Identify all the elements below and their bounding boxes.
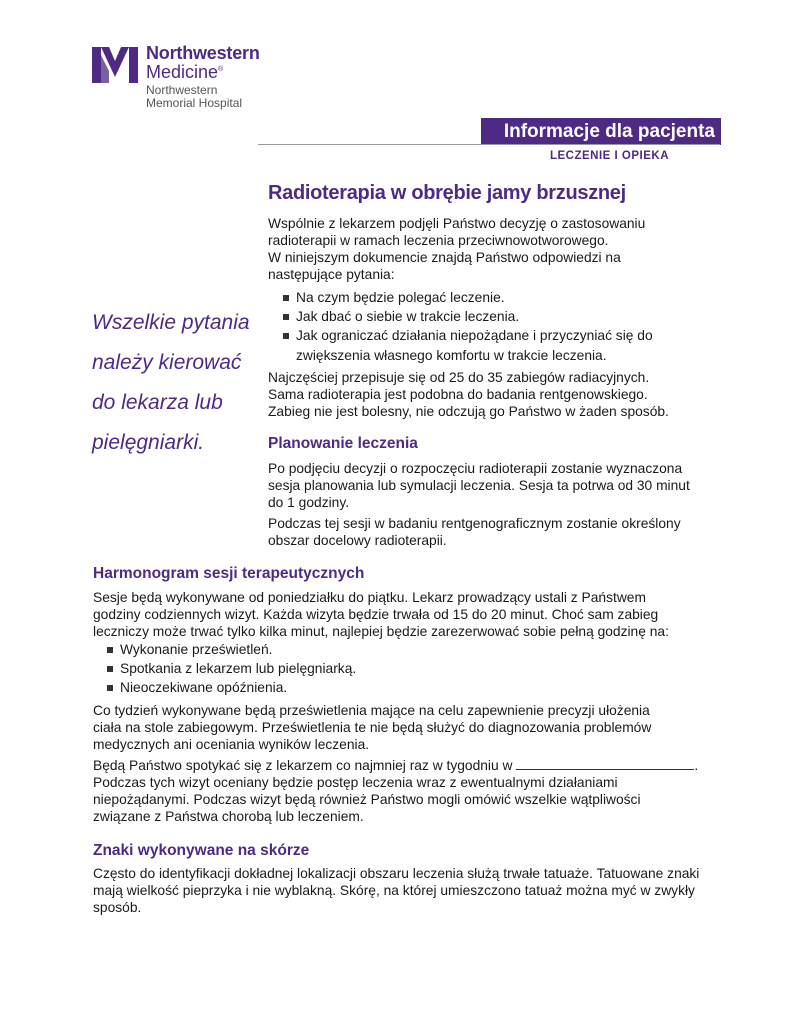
heading-skin-marks: Znaki wykonywane na skórze [93,842,310,859]
planning-paragraph-1 [268,460,718,511]
intro-after-paragraph [268,369,718,420]
text-line: następujące pytania: [268,267,395,282]
text-line: Najczęściej przepisuje się od 25 do 35 zabiegów radiacyjnych. [268,370,650,385]
list-item: Jak dbać o siebie w trakcie leczenia. [282,308,712,326]
list-item: Jak ograniczać działania niepożądane i przyczyniać się do [282,327,712,345]
fill-in-blank[interactable] [516,758,694,770]
text-line: godziny codziennych wizyt. Każda wizyta będzie trwała od 15 do 20 minut. Choć sam zabieg [93,607,659,622]
text-line: Co tydzień wykonywane będą prześwietlenia mające na celu zapewnienie precyzji ułożenia [93,703,650,718]
text-line: radioterapii w ramach leczenia przeciwnowotworowego. [268,233,609,248]
hospital-line-1: Northwestern [146,83,218,97]
list-item: Nieoczekiwane opóźnienia. [106,679,506,697]
text-line: Będą Państwo spotykać się z lekarzem co najmniej raz w tygodniu w . [93,758,699,773]
planning-paragraph-2 [268,515,718,549]
schedule-paragraph-2 [93,702,713,753]
pull-quote-line: pielęgniarki. [92,431,205,454]
text-line: Sesje będą wykonywane od poniedziałku do piątku. Lekarz prowadzący ustali z Państwem [93,590,646,605]
text-line: Podczas tej sesji w badaniu rentgenograficznym zostanie określony [268,516,681,531]
text-line: sesja planowania lub symulacji leczenia. Sesja ta potrwa od 30 minut [268,478,690,493]
logo-text [146,44,260,110]
text-line: związane z Państwa chorobą lub leczeniem. [93,809,364,824]
heading-planning: Planowanie leczenia [268,435,418,452]
text-line: do 1 godziny. [268,495,350,510]
hospital-line-2: Memorial Hospital [146,96,243,110]
header-rule [258,144,720,145]
list-item: Spotkania z lekarzem lub pielęgniarką. [106,660,506,678]
schedule-paragraph-1 [93,589,713,640]
schedule-bullet-list [106,641,506,698]
list-item: Wykonanie prześwietleń. [106,641,506,659]
patient-info-band: Informacje dla pacjenta [481,118,721,145]
intro-bullet-list [282,289,712,346]
text-line: Sama radioterapia jest podobna do badania rentgenowskiego. [268,387,648,402]
pull-quote-line: Wszelkie pytania [92,311,250,334]
text-line: W niniejszym dokumencie znajdą Państwo odpowiedzi na [268,250,621,265]
logo [92,44,260,110]
text-line: medycznych ani oceniania wyników leczenia. [93,737,370,752]
text-line: sposób. [93,900,142,915]
schedule-paragraph-3 [93,757,733,825]
intro-paragraph [268,215,708,283]
text-line: leczniczy może trwać tylko kilka minut, najlepiej będzie zarezerwować sobie pełną godzinę na: [93,624,669,639]
text-line: ciała na stole zabiegowym. Prześwietlenia te nie będą służyć do diagnozowania problemów [93,720,652,735]
pull-quote [92,303,262,463]
heading-schedule: Harmonogram sesji terapeutycznych [93,565,365,582]
bullet-continuation: zwiększenia własnego komfortu w trakcie leczenia. [296,348,607,363]
brand-medicine: Medicine® [146,62,224,82]
text-line: niepożądanymi. Podczas wizyt będą również Państwo mogli omówić wszelkie wątpliwości [93,792,641,807]
text-line: Zabieg nie jest bolesny, nie odczują go Państwo w żaden sposób. [268,404,669,419]
nm-logo-icon [92,47,138,83]
text-line: mają wielkość pieprzyka i nie wyblakną. Skórę, na której umieszczono tatuaż można myć w zwykły [93,883,695,898]
text-line: Po podjęciu decyzji o rozpoczęciu radioterapii zostanie wyznaczona [268,461,683,476]
list-item: Na czym będzie polegać leczenie. [282,289,712,307]
text-line: Wspólnie z lekarzem podjęli Państwo decyzję o zastosowaniu [268,216,646,231]
text-line: obszar docelowy radioterapii. [268,533,447,548]
skin-paragraph [93,865,733,916]
pull-quote-line: należy kierować [92,351,242,374]
section-label: LECZENIE I OPIEKA [549,150,669,162]
pull-quote-line: do lekarza lub [92,391,223,414]
text-line: Często do identyfikacji dokładnej lokalizacji obszaru leczenia służą trwałe tatuaże. Tatuowane znaki [93,866,700,881]
text-line: Podczas tych wizyt oceniany będzie postęp leczenia wraz z ewentualnymi działaniami [93,775,618,790]
page-title: Radioterapia w obrębie jamy brzusznej [268,182,626,204]
brand-name: Northwestern [146,43,260,63]
